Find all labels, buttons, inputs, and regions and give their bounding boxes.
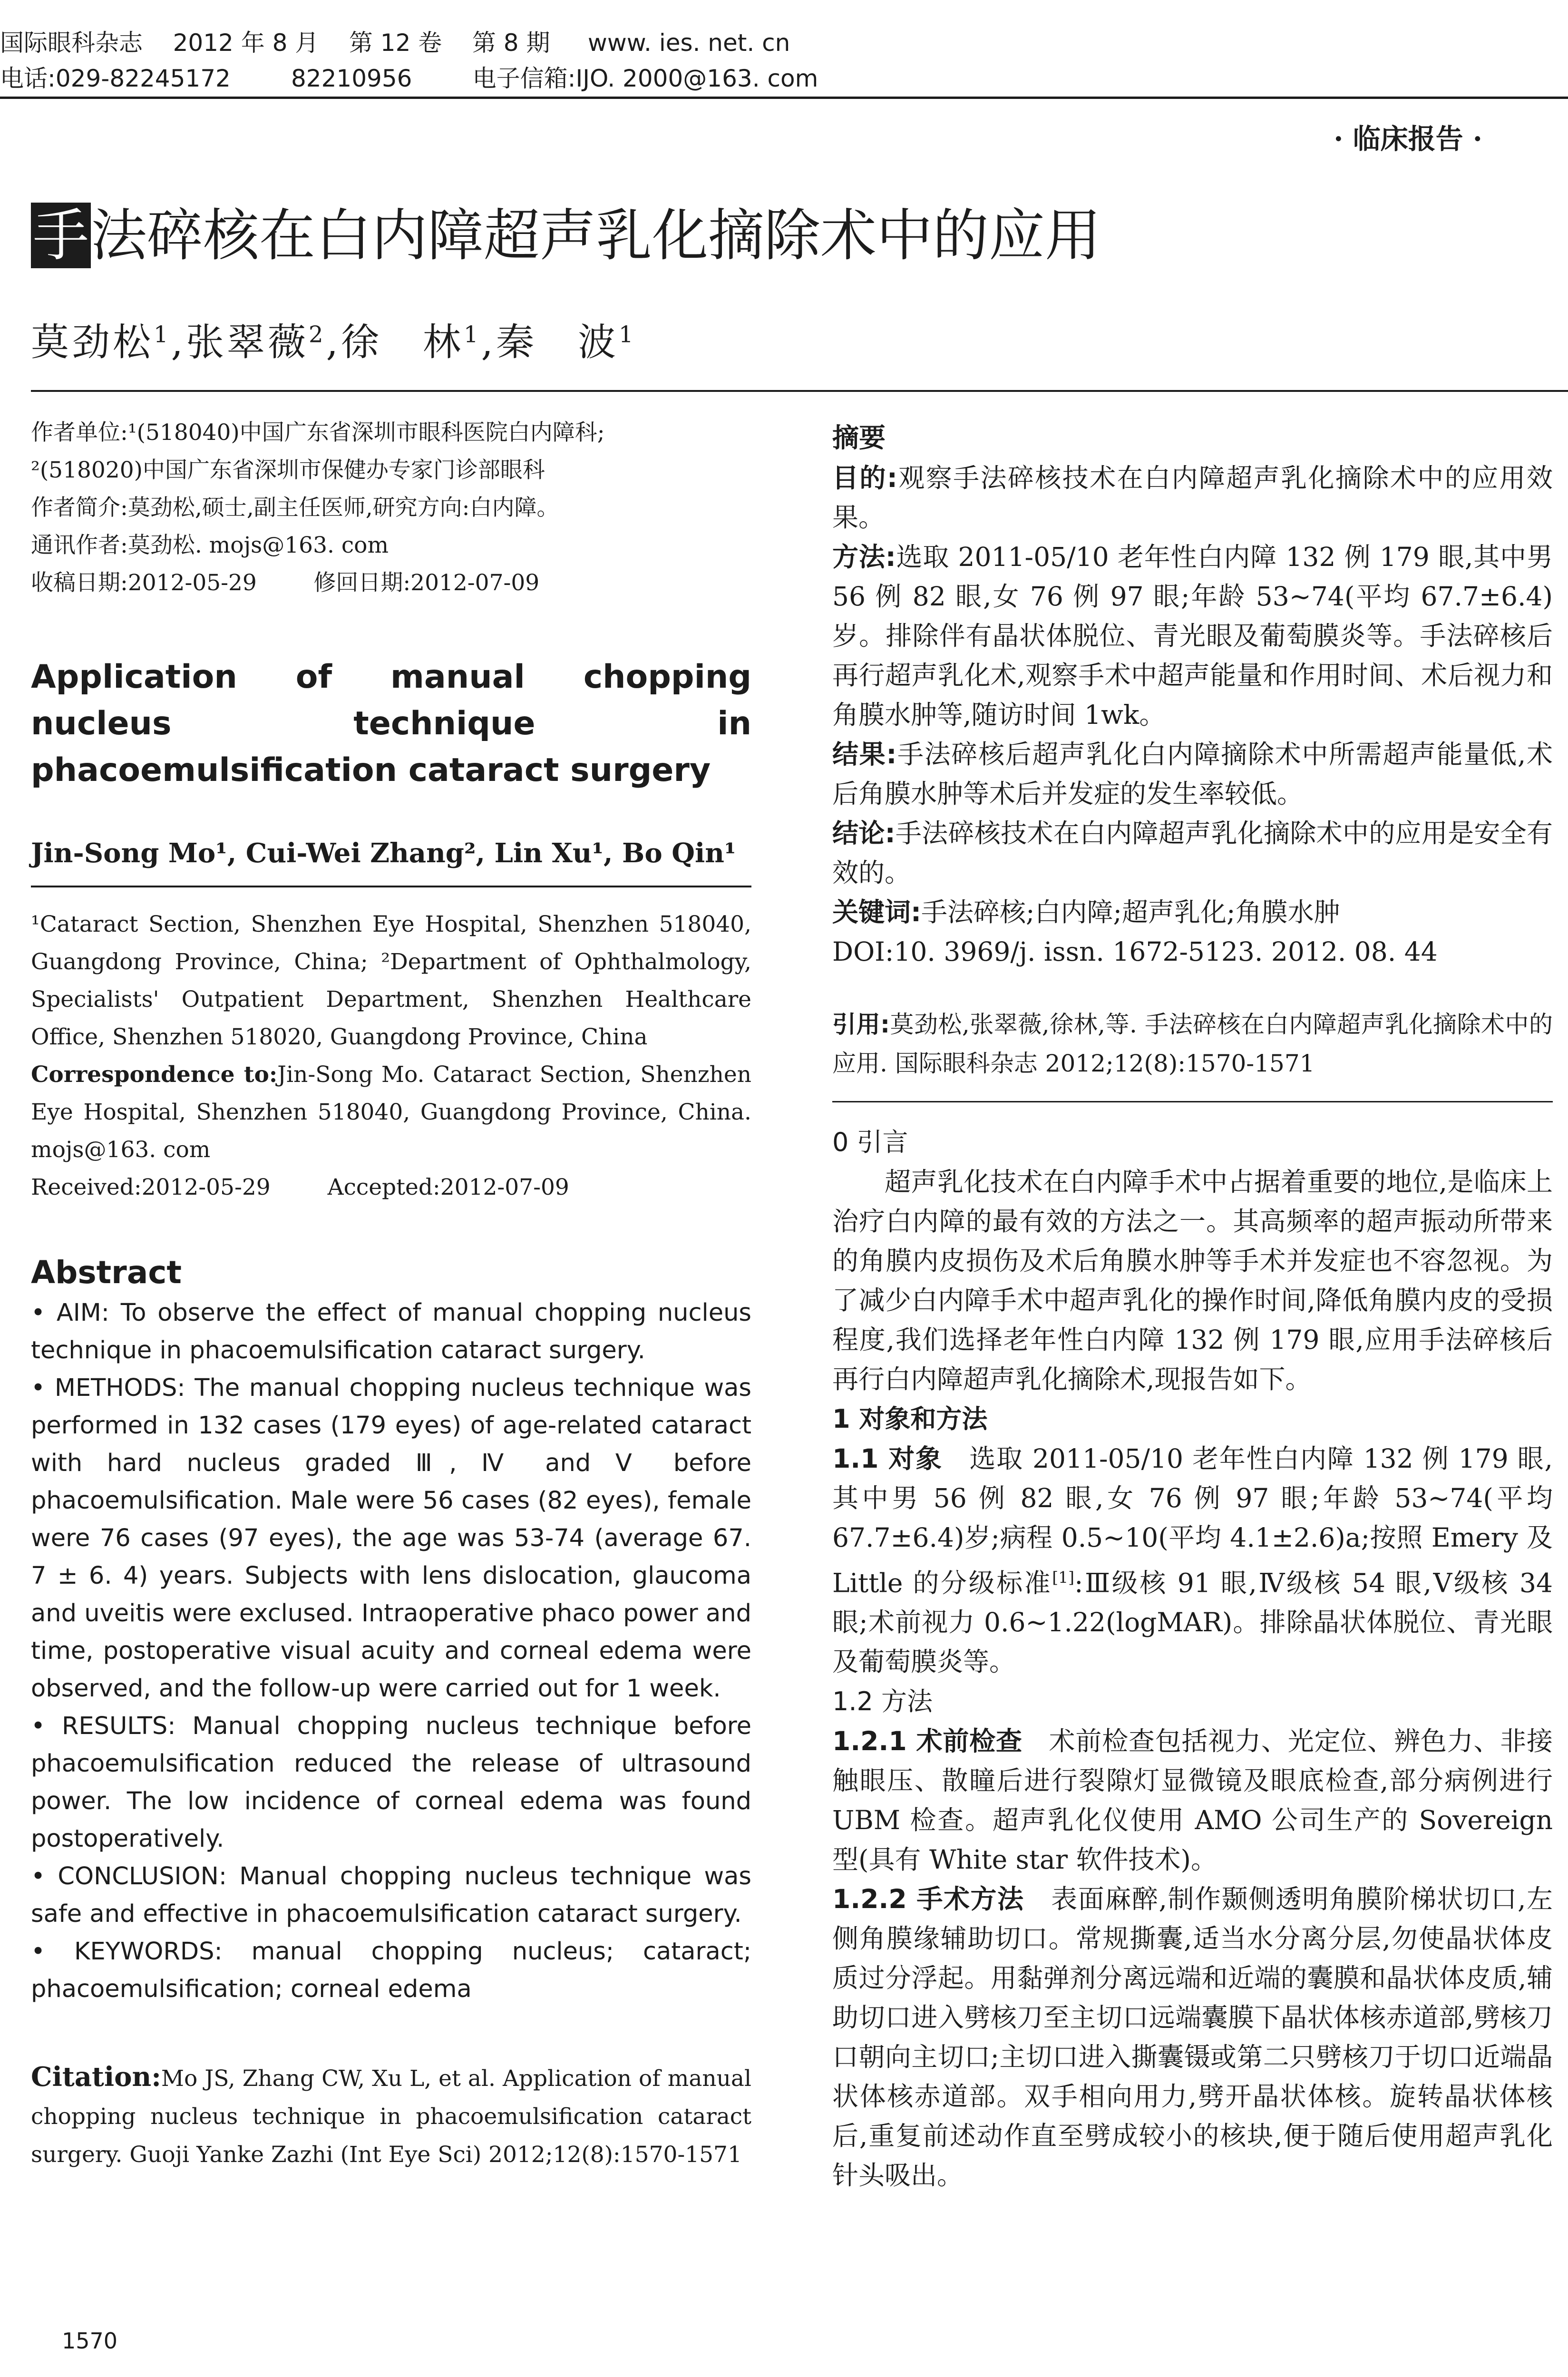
abstract-cn-results: 手法碎核后超声乳化白内障摘除术中所需超声能量低,术后角膜水肿等术后并发症的发生率较低。 bbox=[832, 739, 1553, 809]
methods-heading: 1 对象和方法 bbox=[832, 1404, 988, 1434]
title-rule bbox=[31, 390, 1568, 392]
section-1-1 bbox=[832, 1439, 1553, 1682]
abstract-en-results: • RESULTS: Manual chopping nucleus technique before phacoemulsification reduced the release of ultrasound power. The low incidence of corneal edema was found postoperatively. bbox=[31, 1712, 751, 1853]
journal-header-line1: 国际眼科杂志 2012 年 8 月 第 12 卷 第 8 期 www. ies. net. cn bbox=[0, 29, 790, 57]
abstract-cn-results-label: 结果: bbox=[832, 739, 897, 770]
intro-heading: 0 引言 bbox=[832, 1127, 908, 1157]
affiliation-cn-line2: ²(518020)中国广东省深圳市保健办专家门诊部眼科 bbox=[31, 457, 545, 483]
correspondence-label: Correspondence to: bbox=[31, 1062, 278, 1088]
abstract-cn-keywords-label: 关键词: bbox=[832, 897, 921, 927]
section-1-1-text: 选取 2011-05/10 老年性白内障 132 例 179 眼,其中男 56 例 82 眼,女 76 例 97 眼;年龄 53~74(平均 67.7±6.4)岁;病程 0.5~10(平均 4.1±2.6)a;按照 Emery 及 Little 的分级标准 bbox=[832, 1443, 1553, 1598]
citation-cn bbox=[832, 1005, 1553, 1083]
abstract-en-conclusion: • CONCLUSION: Manual chopping nucleus technique was safe and effective in phacoemulsification cataract surgery. bbox=[31, 1862, 751, 1928]
abstract-cn-body bbox=[832, 458, 1553, 972]
dates-cn: 收稿日期:2012-05-29 修回日期:2012-07-09 bbox=[31, 570, 540, 596]
abstract-en-methods: • METHODS: The manual chopping nucleus technique was performed in 132 cases (179 eyes) of age-related cataract with hard nucleus graded Ⅲ, Ⅳ and Ⅴ before phacoemulsification. Male were 56 cases (82 eyes), female were 76 cases (97 eyes), the age was 53-74 (average 67. 7 ± 6. 4) years. Subjects with lens dislocation, glaucoma and uveitis were exclused. Intraoperative phaco power and time, postoperative visual acuity and corneal edema were observed, and the follow-up were carried out for 1 week. bbox=[31, 1374, 751, 1703]
author-bio: 作者简介:莫劲松,硕士,副主任医师,研究方向:白内障。 bbox=[31, 495, 559, 521]
title-en: Application of manual chopping nucleus technique in phacoemulsification cataract surgery bbox=[31, 658, 751, 789]
abstract-cn-keywords: 手法碎核;白内障;超声乳化;角膜水肿 bbox=[921, 897, 1340, 927]
section-1-2-2 bbox=[832, 1880, 1553, 2195]
affiliation-cn-line1: 作者单位:¹(518040)中国广东省深圳市眼科医院白内障科; bbox=[31, 419, 605, 446]
citation-cn-label: 引用: bbox=[832, 1011, 890, 1038]
title-first-char: 手 bbox=[31, 203, 91, 268]
citation-rule bbox=[832, 1101, 1553, 1102]
correspondence-text: Jin-Song Mo. Cataract Section, Shenzhen Eye Hospital, Shenzhen 518040, Guangdong Province, China. mojs@163. com bbox=[31, 1062, 751, 1163]
journal-header-line2: 电话:029-82245172 82210956 电子信箱:IJO. 2000@163. com bbox=[0, 65, 818, 92]
received-date: Received:2012-05-29 bbox=[31, 1174, 271, 1200]
section-1-2-2-text: 表面麻醉,制作颞侧透明角膜阶梯状切口,左侧角膜缘辅助切口。常规撕囊,适当水分离分层,勿使晶状体皮质过分浮起。用黏弹剂分离远端和近端的囊膜和晶状体皮质,辅助切口进入劈核刀至主切口远端囊膜下晶状体核赤道部,劈核刀口朝向主切口;主切口进入撕囊镊或第二只劈核刀于切口近端晶状体核赤道部。双手相向用力,劈开晶状体核。旋转晶状体核后,重复前述动作直至劈成较小的核块,便于随后使用超声乳化针头吸出。 bbox=[832, 1884, 1553, 2191]
author-cn-3-sup: 1 bbox=[463, 321, 481, 348]
section-1-2-1-label: 1.2.1 术前检查 bbox=[832, 1726, 1023, 1757]
abstract-cn-aim-label: 目的: bbox=[832, 463, 897, 493]
affiliation-cn bbox=[31, 414, 751, 602]
reference-1-link[interactable]: [1] bbox=[1052, 1568, 1074, 1587]
section-1-1-text-2: :Ⅲ级核 91 眼,Ⅳ级核 54 眼,Ⅴ级核 34 眼;术前视力 0.6~1.22(logMAR)。排除晶状体脱位、青光眼及葡萄膜炎等。 bbox=[832, 1568, 1553, 1677]
citation-cn-text: 莫劲松,张翠薇,徐林,等. 手法碎核在白内障超声乳化摘除术中的应用. 国际眼科杂志 2012;12(8):1570-1571 bbox=[832, 1011, 1553, 1077]
doi: DOI:10. 3969/j. issn. 1672-5123. 2012. 08. 44 bbox=[832, 936, 1438, 967]
authors-en: Jin-Song Mo¹, Cui-Wei Zhang², Lin Xu¹, Bo Qin¹ bbox=[31, 838, 736, 869]
corresponding-author-cn: 通讯作者:莫劲松. mojs@163. com bbox=[31, 532, 389, 558]
section-1-2-1 bbox=[832, 1722, 1553, 1880]
author-cn-2-sup: 2 bbox=[308, 321, 326, 348]
left-column bbox=[31, 414, 751, 2174]
section-label: · 临床报告 · bbox=[1334, 123, 1482, 155]
affiliation-en-text: ¹Cataract Section, Shenzhen Eye Hospital, Shenzhen 518040, Guangdong Province, China; ²Department of Ophthalmology, Specialists' Outpatient Department, Shenzhen Healthcare Office, Shenzhen 518020, Guangdong Province, China bbox=[31, 911, 751, 1050]
author-cn-4-sup: 1 bbox=[618, 321, 636, 348]
intro-text: 超声乳化技术在白内障手术中占据着重要的地位,是临床上治疗白内障的最有效的方法之一。其高频率的超声振动所带来的角膜内皮损伤及术后角膜水肿等手术并发症也不容忽视。为了减少白内障手术中超声乳化的操作时间,降低角膜内皮的受损程度,我们选择老年性白内障 132 例 179 眼,应用手法碎核后再行白内障超声乳化摘除术,现报告如下。 bbox=[832, 1167, 1553, 1394]
affiliation-en bbox=[31, 906, 751, 1206]
abstract-heading-en: Abstract bbox=[31, 1254, 182, 1291]
page-number: 1570 bbox=[62, 2328, 118, 2354]
section-1-2-heading: 1.2 方法 bbox=[832, 1686, 933, 1717]
author-cn-3: 徐 林 bbox=[341, 320, 464, 364]
abstract-cn-aim: 观察手法碎核技术在白内障超声乳化摘除术中的应用效果。 bbox=[832, 463, 1553, 533]
author-cn-1: 莫劲松 bbox=[31, 320, 154, 364]
abstract-cn-conclusion: 手法碎核技术在白内障超声乳化摘除术中的应用是安全有效的。 bbox=[832, 818, 1553, 888]
citation-en-label: Citation: bbox=[31, 2061, 161, 2093]
section-1-2-1-text: 术前检查包括视力、光定位、辨色力、非接触眼压、散瞳后进行裂隙灯显微镜及眼底检查,部分病例进行 UBM 检查。超声乳化仪使用 AMO 公司生产的 Sovereign 型(具有 White star 软件技术)。 bbox=[832, 1726, 1553, 1875]
author-cn-4: 秦 波 bbox=[496, 320, 619, 364]
author-cn-1-sup: 1 bbox=[154, 321, 171, 348]
abstract-cn-methods-label: 方法: bbox=[832, 542, 896, 572]
header-rule bbox=[0, 97, 1568, 99]
section-1-2-2-label: 1.2.2 手术方法 bbox=[832, 1884, 1024, 1915]
right-column bbox=[832, 419, 1553, 2195]
author-cn-2: 张翠薇 bbox=[185, 320, 309, 364]
abstract-cn-methods: 选取 2011-05/10 老年性白内障 132 例 179 眼,其中男 56 例 82 眼,女 76 例 97 眼;年龄 53~74(平均 67.7±6.4)岁。排除伴有晶状体脱位、青光眼及葡萄膜炎等。手法碎核后再行超声乳化术,观察手术中超声能量和作用时间、术后视力和角膜水肿等,随访时间 1wk。 bbox=[832, 542, 1553, 730]
abstract-en-keywords: • KEYWORDS: manual chopping nucleus; cataract; phacoemulsification; corneal edema bbox=[31, 1938, 751, 2003]
abstract-heading-cn: 摘要 bbox=[832, 423, 886, 454]
authors-en-rule bbox=[31, 886, 751, 887]
accepted-date: Accepted:2012-07-09 bbox=[327, 1174, 569, 1200]
article-title bbox=[31, 200, 1101, 271]
abstract-en-body bbox=[31, 1294, 751, 2008]
abstract-cn-conclusion-label: 结论: bbox=[832, 818, 896, 848]
citation-en bbox=[31, 2058, 751, 2174]
authors-cn: 莫劲松$^1$,张翠薇$^2$,徐 林$^1$,秦 波$^1$ bbox=[31, 320, 636, 364]
section-1-1-label: 1.1 对象 bbox=[832, 1443, 943, 1474]
dates-en bbox=[31, 1169, 751, 1206]
citation-en-text: Mo JS, Zhang CW, Xu L, et al. Application of manual chopping nucleus technique in phacoemulsification cataract surgery. Guoji Yanke Zazhi (Int Eye Sci) 2012;12(8):1570-1571 bbox=[31, 2065, 751, 2168]
title-rest: 法碎核在白内障超声乳化摘除术中的应用 bbox=[91, 203, 1101, 268]
abstract-en-aim: • AIM: To observe the effect of manual chopping nucleus technique in phacoemulsification cataract surgery. bbox=[31, 1299, 751, 1364]
